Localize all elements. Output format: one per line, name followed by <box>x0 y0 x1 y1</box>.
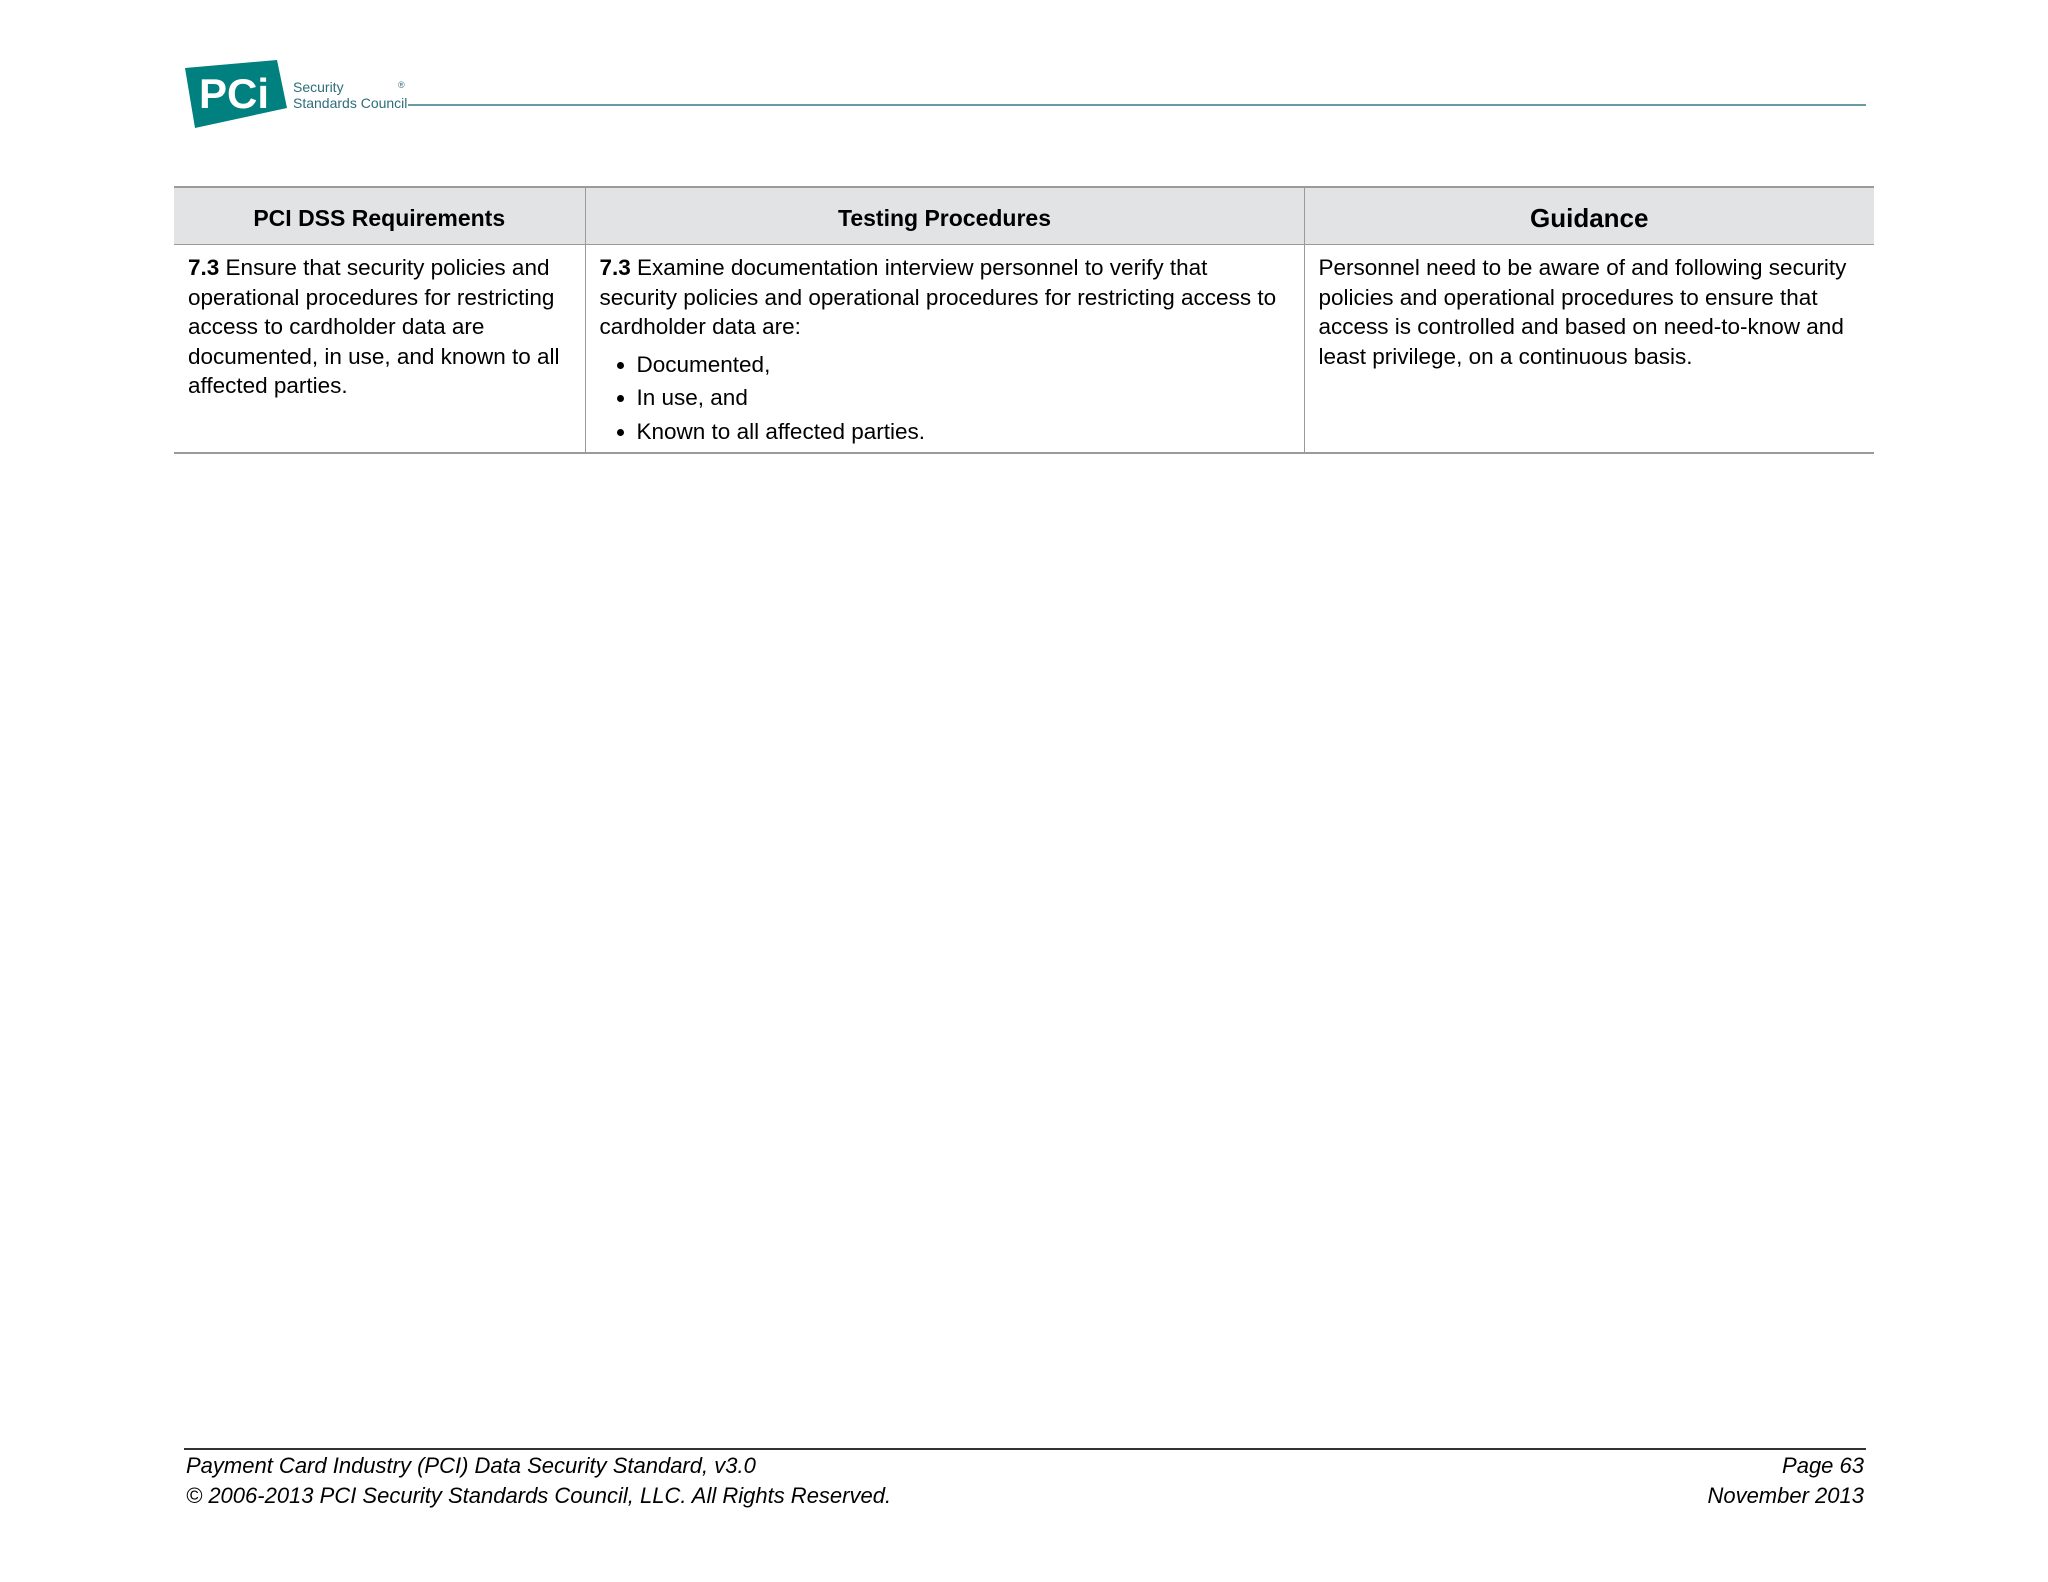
guidance-text: Personnel need to be aware of and following security policies and operational procedures to ensure that access is controlled and based on need-to-know and least privilege, on a continuous basis. <box>1318 255 1847 369</box>
testing-number: 7.3 <box>599 255 631 280</box>
header-testing-procedures: Testing Procedures <box>585 187 1304 245</box>
logo-line2: Standards Council <box>293 95 408 111</box>
footer-rule <box>184 1448 1866 1450</box>
requirement-number: 7.3 <box>188 255 220 280</box>
footer-page-number: Page 63 <box>1782 1453 1864 1478</box>
header-guidance: Guidance <box>1304 187 1874 245</box>
table-row <box>174 245 1874 454</box>
requirement-cell <box>174 245 585 454</box>
logo-line1: Security <box>293 79 344 95</box>
logo-registered: ® <box>398 80 405 90</box>
header-requirements: PCI DSS Requirements <box>174 187 585 245</box>
list-item: • In use, and <box>637 381 1290 415</box>
footer-date: November 2013 <box>1707 1483 1864 1508</box>
requirement-text: Ensure that security policies and operational procedures for restricting access to cardholder data are documented, in use, and known to all affected parties. <box>188 255 560 398</box>
guidance-cell <box>1304 245 1874 454</box>
testing-cell <box>585 245 1304 454</box>
list-item: • Documented, <box>637 348 1290 382</box>
testing-text: Examine documentation interview personnel to verify that security policies and operational procedures for restricting access to cardholder data are: <box>599 255 1277 339</box>
requirements-table <box>174 186 1874 454</box>
footer-document-title: Payment Card Industry (PCI) Data Security Standard, v3.0 <box>186 1453 756 1478</box>
header-rule <box>408 104 1866 106</box>
logo-mark-text: PCi <box>199 70 270 117</box>
list-item: • Known to all affected parties. <box>637 415 1290 449</box>
testing-bullet-list <box>600 348 1290 449</box>
pci-logo <box>185 58 415 130</box>
footer-copyright: © 2006-2013 PCI Security Standards Council, LLC. All Rights Reserved. <box>186 1483 892 1508</box>
table-header-row <box>174 187 1874 245</box>
